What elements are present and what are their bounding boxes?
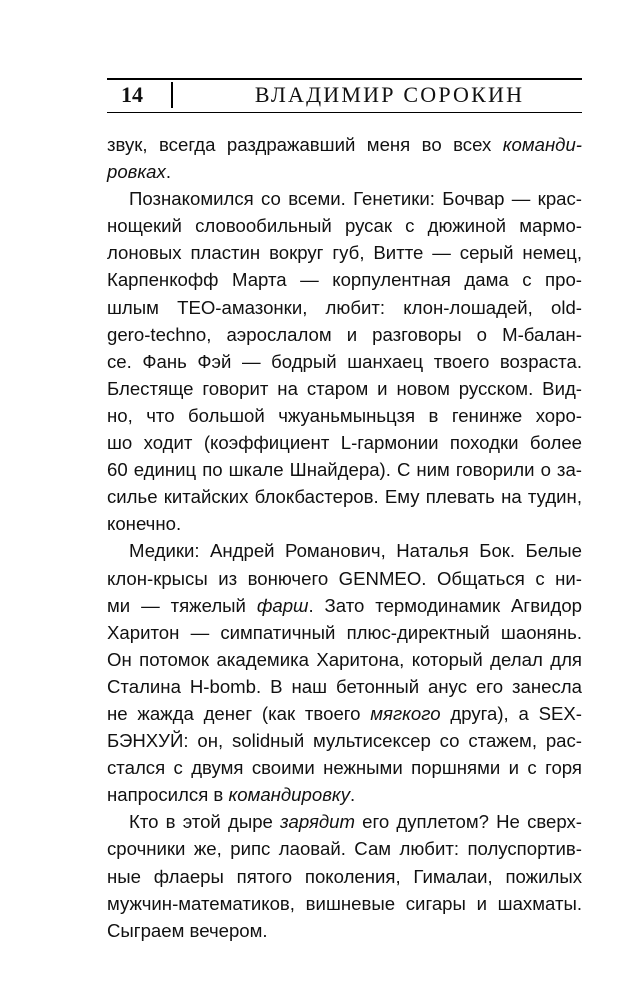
- text-line: [107, 375, 582, 402]
- text-segment: его дуплетом? Не сверх-: [355, 811, 582, 833]
- page-number: 14: [121, 82, 143, 107]
- text-segment: не жажда денег (как твоего: [107, 702, 371, 724]
- text-line: [107, 483, 582, 510]
- text-segment: стался с двумя своими нежными поршнями и с горя: [107, 757, 582, 779]
- header-rule-bottom: [107, 112, 582, 113]
- text-segment: .: [165, 161, 171, 183]
- text-line: [107, 917, 582, 944]
- text-segment: лоновых пластин вокруг губ, Витте — серый немец,: [107, 242, 582, 264]
- body-text: [107, 131, 582, 944]
- text-segment: друга), а SEX-: [440, 702, 582, 724]
- text-segment: звук, всегда раздражавший меня во всех: [107, 134, 503, 155]
- paragraph: [107, 808, 582, 943]
- text-line: [107, 239, 582, 266]
- paragraph: [107, 185, 582, 537]
- italic-text: мягкого: [370, 702, 441, 724]
- text-segment: шлым ТЕО-амазонки, любит: клон-лошадей, old-: [107, 296, 582, 318]
- text-line: [107, 727, 582, 754]
- text-segment: Карпенкофф Марта — корпулентная дама с про-: [107, 269, 582, 291]
- text-line: [107, 212, 582, 239]
- text-segment: Он потомок академика Харитона, который делал для: [107, 648, 582, 670]
- text-segment: конечно.: [107, 513, 182, 535]
- text-segment: се. Фань Фэй — бодрый шанхаец твоего возраста.: [107, 350, 582, 372]
- text-segment: Харитон — симпатичный плюс-директный шаонянь.: [107, 621, 582, 643]
- text-line: [107, 754, 582, 781]
- text-segment: нощекий словообильный русак с дюжиной мармо-: [107, 215, 582, 237]
- text-segment: клон-крысы из вонючего GENMEO. Общаться с ни-: [107, 567, 582, 589]
- text-line: [107, 646, 582, 673]
- text-line: [107, 131, 582, 158]
- text-line: [107, 266, 582, 293]
- italic-text: зарядит: [280, 811, 355, 833]
- text-segment: Кто в этой дыре: [129, 811, 281, 833]
- italic-text: фарш: [256, 594, 309, 616]
- text-segment: ные флаеры пятого поколения, Гималаи, пожилых: [107, 865, 582, 887]
- italic-text: ровках: [107, 161, 166, 183]
- text-line: [107, 321, 582, 348]
- header-rule-top: [107, 78, 582, 80]
- text-segment: gero-techno, аэрослалом и разговоры о М-балан-: [107, 323, 582, 345]
- text-segment: БЭНХУЙ: он, solidный мультисексер со стажем, рас-: [107, 730, 582, 752]
- text-segment: . Зато термодинамик Агвидор: [308, 594, 583, 616]
- text-segment: срочники же, рипс лаовай. Сам любит: полуспортив-: [107, 838, 582, 860]
- paragraph: [107, 537, 582, 808]
- text-line: [107, 890, 582, 917]
- text-line: [107, 429, 582, 456]
- italic-text: командировку: [228, 784, 350, 806]
- paragraph: [107, 131, 582, 185]
- text-line: [107, 835, 582, 862]
- text-segment: .: [350, 784, 356, 806]
- text-line: [107, 592, 582, 619]
- running-title: ВЛАДИМИР СОРОКИН: [254, 82, 525, 107]
- text-line: [107, 158, 582, 185]
- text-segment: 60 единиц по шкале Шнайдера). С ним говорили о за-: [107, 459, 582, 481]
- running-header: [107, 78, 582, 114]
- text-segment: шо ходит (коэффициент L-гармонии походки более: [107, 432, 582, 454]
- italic-text: команди-: [502, 134, 582, 155]
- text-line: [107, 863, 582, 890]
- text-segment: силье китайских блокбастеров. Ему плевать на тудин,: [107, 486, 582, 508]
- text-segment: Познакомился со всеми. Генетики: Бочвар — крас-: [129, 188, 582, 210]
- text-segment: напросился в: [107, 784, 229, 806]
- text-line: [107, 673, 582, 700]
- text-line: [107, 619, 582, 646]
- text-line: [107, 537, 582, 564]
- text-segment: Медики: Андрей Романович, Наталья Бок. Белые: [129, 540, 582, 562]
- text-line: [107, 700, 582, 727]
- header-separator: [171, 82, 173, 108]
- text-line: [107, 565, 582, 592]
- text-line: [107, 456, 582, 483]
- text-line: [107, 348, 582, 375]
- text-line: [107, 510, 582, 537]
- text-segment: Сыграем вечером.: [107, 919, 268, 941]
- text-segment: ми — тяжелый: [107, 594, 257, 616]
- text-line: [107, 781, 582, 808]
- text-segment: Сталина H-bomb. В наш бетонный анус его занесла: [107, 675, 582, 697]
- text-line: [107, 402, 582, 429]
- text-segment: Блестяще говорит на старом и новом русском. Вид-: [107, 377, 582, 399]
- text-line: [107, 185, 582, 212]
- text-segment: но, что большой чжуаньмыньцзя в генинже хоро-: [107, 404, 582, 426]
- text-line: [107, 294, 582, 321]
- text-line: [107, 808, 582, 835]
- text-segment: мужчин-математиков, вишневые сигары и шахматы.: [107, 892, 582, 914]
